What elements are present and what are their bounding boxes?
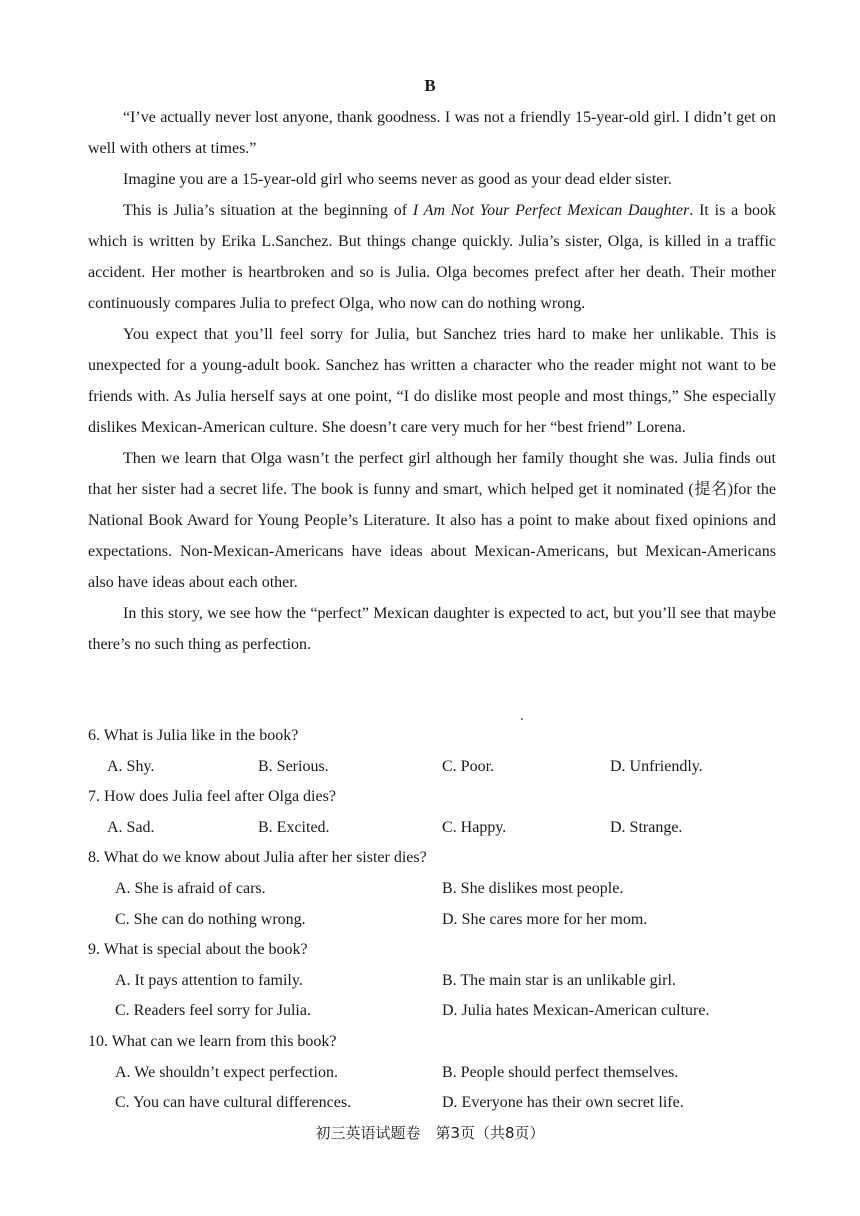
passage-paragraph-1: “I’ve actually never lost anyone, thank goodness. I was not a friendly 15-year-old girl. I didn’t get on well with others at times.” — [88, 109, 776, 157]
question-10-options-row-2 — [88, 1088, 788, 1119]
option-d: D. Strange. — [610, 818, 683, 836]
option-a: A. Sad. — [107, 818, 155, 836]
passage-paragraph-6: In this story, we see how the “perfect” Mexican daughter is expected to act, but you’ll see that maybe there’s no such thing as perfection. — [88, 605, 776, 653]
question-6-stem: 6. What is Julia like in the book? — [88, 727, 299, 744]
option-c: C. You can have cultural differences. — [115, 1094, 352, 1112]
page-footer: 初三英语试题卷 第3页（共8页） — [315, 1124, 545, 1142]
paragraph-3-lead: This is Julia’s situation at the beginning of — [123, 202, 413, 219]
passage-paragraph-2: Imagine you are a 15-year-old girl who seems never as good as your dead elder sister. — [123, 171, 672, 188]
passage-paragraph-3 — [88, 195, 776, 319]
question-9-options-row-2 — [88, 996, 788, 1027]
question-8-options-row-2 — [88, 905, 788, 936]
option-c: C. She can do nothing wrong. — [115, 910, 306, 928]
option-b: B. Serious. — [258, 757, 329, 775]
question-6-options — [88, 752, 788, 783]
option-a: A. We shouldn’t expect perfection. — [115, 1063, 338, 1081]
paragraph-3-rest: . It is a book which is written by Erika L.Sanchez. But things change quickly. Julia’s sister, Olga, is killed in a traffic accident. Her mother is heartbroken and so is Julia. Olga becomes prefect after her death. Their mother continuously compares Julia to prefect Olga, who now can do nothing wrong. — [88, 202, 777, 312]
option-c: C. Readers feel sorry for Julia. — [115, 1002, 311, 1020]
section-title: B — [424, 76, 436, 95]
option-b: B. People should perfect themselves. — [442, 1063, 679, 1081]
question-8-options-row-1 — [88, 874, 788, 905]
passage-paragraph-4: You expect that you’ll feel sorry for Julia, but Sanchez tries hard to make her unlikable. This is unexpected for a young-adult book. Sanchez has written a character who the reader might not want to be friends with. As Julia herself says at one point, “I do dislike most people and most things,” She especially dislikes Mexican-American culture. She doesn’t care very much for her “best friend” Lorena. — [88, 326, 776, 436]
question-list — [88, 721, 788, 1119]
question-9-stem: 9. What is special about the book? — [88, 941, 308, 959]
option-d: D. Everyone has their own secret life. — [442, 1094, 684, 1112]
option-a: A. Shy. — [107, 757, 155, 775]
option-d: D. Unfriendly. — [610, 757, 703, 775]
question-7-options — [88, 813, 788, 844]
option-d: D. She cares more for her mom. — [442, 910, 648, 928]
option-c: C. Happy. — [442, 818, 507, 836]
option-b: B. Excited. — [258, 818, 330, 836]
option-b: B. The main star is an unlikable girl. — [442, 971, 676, 989]
option-d: D. Julia hates Mexican-American culture. — [442, 1002, 710, 1020]
passage-paragraph-5: Then we learn that Olga wasn’t the perfect girl although her family thought she was. Julia finds out that her sister had a secret life. The book is funny and smart, which helped get it nominated (提名)for the National Book Award for Young People’s Literature. It also has a point to make about fixed opinions and expectations. Non-Mexican-Americans have ideas about Mexican-Americans, but Mexican-Americans also have ideas about each other. — [88, 450, 776, 591]
scan-speck — [521, 718, 523, 720]
question-9-options-row-1 — [88, 966, 788, 997]
option-c: C. Poor. — [442, 757, 495, 775]
question-7-stem: 7. How does Julia feel after Olga dies? — [88, 788, 336, 806]
option-a: A. It pays attention to family. — [115, 971, 303, 989]
question-10-stem: 10. What can we learn from this book? — [88, 1032, 337, 1050]
book-title: I Am Not Your Perfect Mexican Daughter — [412, 202, 690, 219]
option-a: A. She is afraid of cars. — [115, 879, 266, 897]
option-b: B. She dislikes most people. — [442, 879, 624, 897]
question-10-options-row-1 — [88, 1058, 788, 1089]
reading-passage — [88, 102, 776, 660]
question-8-stem: 8. What do we know about Julia after her sister dies? — [88, 849, 427, 867]
